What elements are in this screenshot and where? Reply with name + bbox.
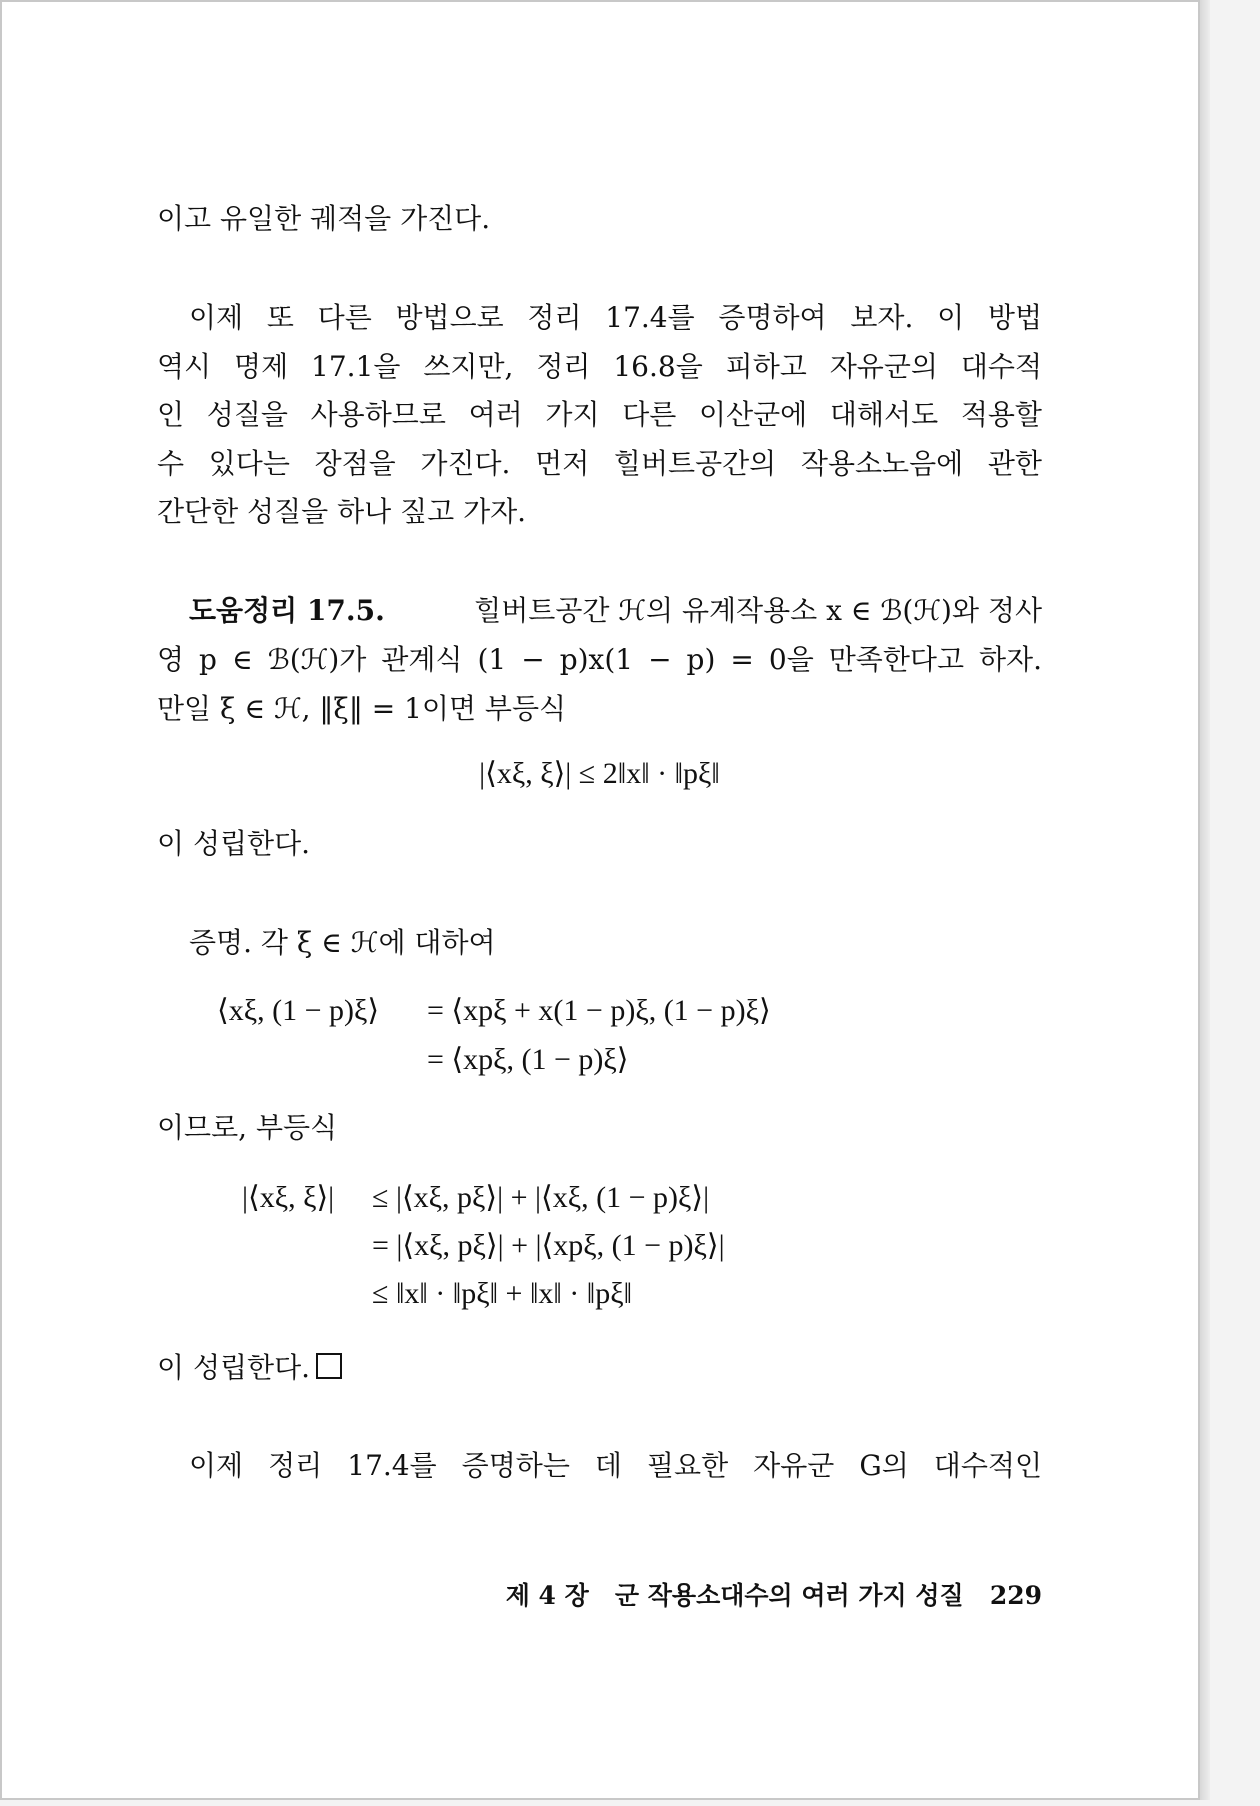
proof-intro: 증명. 각 ξ ∈ ℋ에 대하여 xyxy=(189,926,496,959)
paragraph-line: 인 성질을 사용하므로 여러 가지 다른 이산군에 대해서도 적용할 xyxy=(157,398,1042,431)
page-footer xyxy=(506,1572,1042,1620)
proof-inequality-rhs: ≤ ‖x‖ · ‖pξ‖ + ‖x‖ · ‖pξ‖ xyxy=(372,1277,632,1310)
lemma-statement: 힐버트공간 ℋ의 유계작용소 x ∈ ℬ(ℋ)와 정사 xyxy=(474,594,1042,627)
paragraph-line: 이제 또 다른 방법으로 정리 17.4를 증명하여 보자. 이 방법 xyxy=(189,301,1042,334)
proof-inequality-rhs: ≤ |⟨xξ, pξ⟩| + |⟨xξ, (1 − p)ξ⟩| xyxy=(372,1181,710,1214)
proof-equation-lhs: ⟨xξ, (1 − p)ξ⟩ xyxy=(217,994,380,1027)
proof-equation-rhs: = ⟨xpξ, (1 − p)ξ⟩ xyxy=(427,1043,629,1076)
paragraph-line: 간단한 성질을 하나 짚고 가자. xyxy=(157,495,527,528)
qed-square-icon xyxy=(316,1353,342,1379)
paragraph-line: 수 있다는 장점을 가진다. 먼저 힐버트공간의 작용소노음에 관한 xyxy=(157,447,1042,480)
paragraph-line: 역시 명제 17.1을 쓰지만, 정리 16.8을 피하고 자유군의 대수적 xyxy=(157,350,1042,383)
lemma-title: 도움정리 17.5. xyxy=(189,594,385,627)
proof-transition: 이므로, 부등식 xyxy=(157,1111,338,1144)
lemma-conclusion: 이 성립한다. xyxy=(157,827,311,860)
lemma-line xyxy=(157,587,1042,635)
lemma-line: 영 p ∈ ℬ(ℋ)가 관계식 (1 − p)x(1 − p) = 0을 만족한다고 하자. xyxy=(157,643,1042,676)
paragraph-continuation: 이고 유일한 궤적을 가진다. xyxy=(157,202,491,235)
page-edge-shadow xyxy=(1200,0,1210,1800)
proof-conclusion-text: 이 성립한다. xyxy=(157,1351,311,1384)
lemma-line: 만일 ξ ∈ ℋ, ‖ξ‖ = 1이면 부등식 xyxy=(157,692,567,725)
lemma-inequality: |⟨xξ, ξ⟩| ≤ 2‖x‖ · ‖pξ‖ xyxy=(479,757,720,790)
proof-conclusion xyxy=(157,1344,1042,1392)
page-number: 229 xyxy=(989,1581,1042,1610)
final-paragraph-line: 이제 정리 17.4를 증명하는 데 필요한 자유군 G의 대수적인 xyxy=(189,1449,1042,1482)
proof-equation-rhs: = ⟨xpξ + x(1 − p)ξ, (1 − p)ξ⟩ xyxy=(427,994,771,1027)
proof-inequality-rhs: = |⟨xξ, pξ⟩| + |⟨xpξ, (1 − p)ξ⟩| xyxy=(372,1229,725,1262)
footer-title: 군 작용소대수의 여러 가지 성질 xyxy=(614,1581,964,1610)
proof-inequality-lhs: |⟨xξ, ξ⟩| xyxy=(242,1181,335,1214)
footer-chapter: 제 4 장 xyxy=(505,1581,589,1610)
